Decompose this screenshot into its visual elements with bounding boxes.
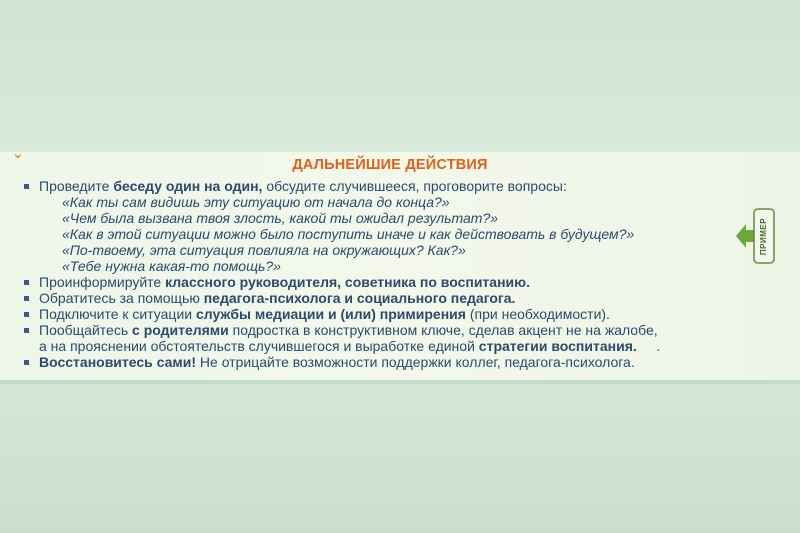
example-button[interactable]	[736, 208, 776, 264]
question-quote: «Чем была вызвана твоя злость, какой ты ожидал результат?»	[62, 210, 499, 226]
question-quote: «Тебе нужна какая-то помощь?»	[62, 258, 281, 274]
list-item: Обратитесь за помощью педагога-психолога и социального педагога.	[22, 290, 762, 306]
question-quote: «Как ты сам видишь эту ситуацию от начала до конца?»	[62, 194, 450, 210]
divider	[0, 380, 800, 384]
question-quote: «Как в этой ситуации можно было поступить иначе и как действовать в будущем?»	[62, 226, 635, 242]
list-item: Пообщайтесь с родителями подростка в конструктивном ключе, сделав акцент не на жалобе,	[22, 322, 762, 338]
list-item: Восстановитесь сами! Не отрицайте возможности поддержки коллег, педагога-психолога.	[22, 354, 762, 370]
list-item: Проинформируйте классного руководителя, советника по воспитанию.	[22, 274, 762, 290]
slide-title: ДАЛЬНЕЙШИЕ ДЕЙСТВИЯ	[292, 157, 488, 173]
action-list	[22, 178, 762, 370]
question-quote: «По-твоему, эта ситуация повлияла на окружающих? Как?»	[62, 242, 466, 258]
example-label: ПРИМЕР	[759, 217, 769, 255]
list-item-continuation: а на прояснении обстоятельств случившегося и выработке единой стратегии воспитания. .	[39, 338, 661, 354]
slide-panel	[0, 145, 800, 380]
list-item: Проведите беседу один на один, обсудите случившееся, проговорите вопросы:	[22, 178, 762, 194]
chevron-down-icon: ⌄	[12, 145, 24, 161]
list-item: Подключите к ситуации службы медиации и (или) примирения (при необходимости).	[22, 306, 762, 322]
